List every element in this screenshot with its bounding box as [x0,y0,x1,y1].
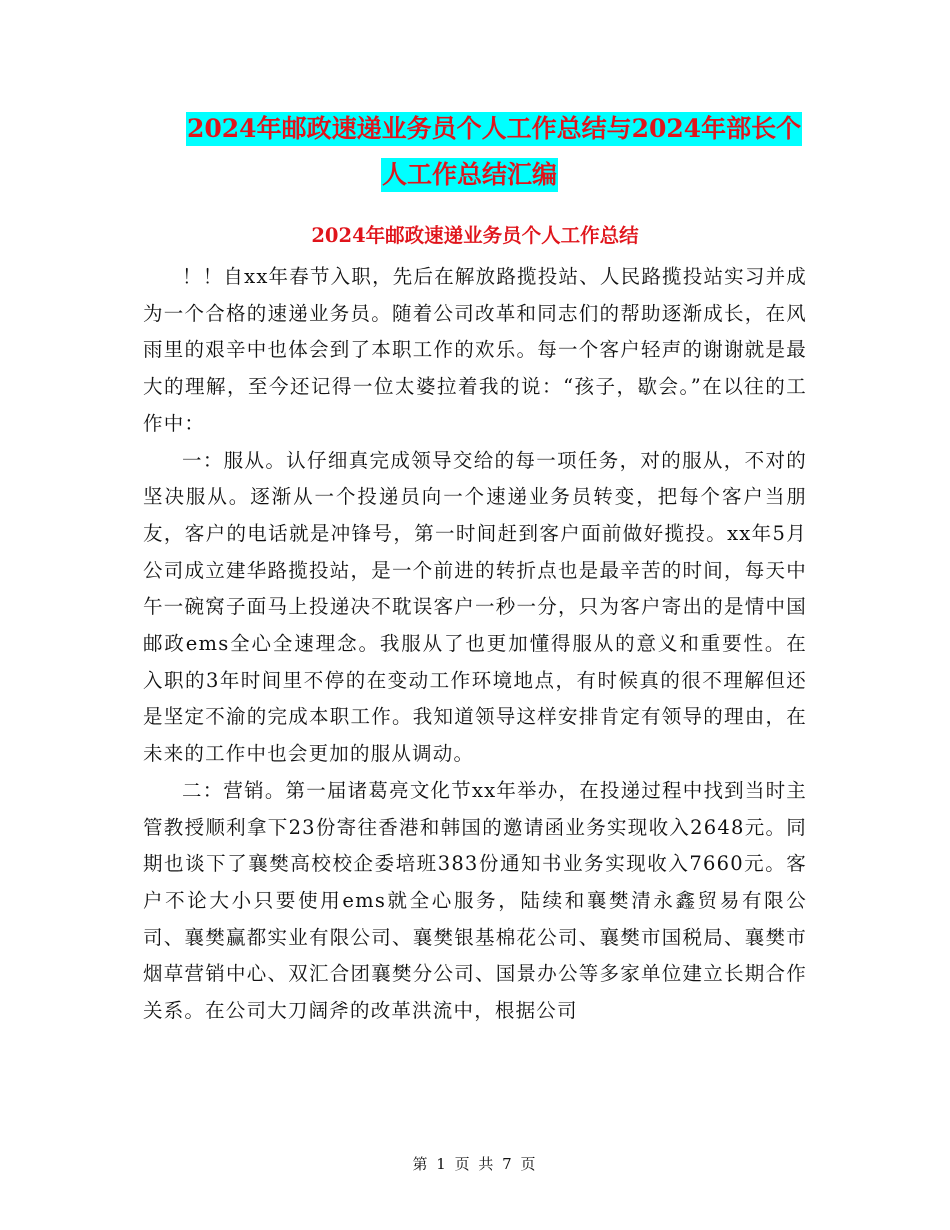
paragraph-marketing: 二：营销。第一届诸葛亮文化节xx年举办，在投递过程中找到当时主管教授顺利拿下23份寄往香港和韩国的邀请函业务实现收入2648元。同期也谈下了襄樊高校校企委培班383份通知书业务实现收入7660元。客户不论大小只要使用ems就全心服务，陆续和襄樊清永鑫贸易有限公司、襄樊赢都实业有限公司、襄樊银基棉花公司、襄樊市国税局、襄樊市烟草营销中心、双汇合团襄樊分公司、国景办公等多家单位建立长期合作关系。在公司大刀阔斧的改革洪流中，根据公司 [143,778,807,1023]
section-heading: 2024年邮政速递业务员个人工作总结 [311,224,639,247]
title-line-2: 人工作总结汇编 [381,158,558,192]
title-line-1: 2024年邮政速递业务员个人工作总结与2024年部长个 [186,112,802,146]
paragraph-obedience: 一：服从。认仔细真完成领导交给的每一项任务，对的服从，不对的坚决服从。逐渐从一个投递员向一个速递业务员转变，把每个客户当朋友，客户的电话就是冲锋号，第一时间赶到客户面前做好揽投。xx年5月公司成立建华路揽投站，是一个前进的转折点也是最辛苦的时间，每天中午一碗窝子面马上投递决不耽误客户一秒一分，只为客户寄出的是情中国邮政ems全心全速理念。我服从了也更加懂得服从的意义和重要性。在入职的3年时间里不停的在变动工作环境地点，有时候真的很不理解但还是坚定不渝的完成本职工作。我知道领导这样安排肯定有领导的理由，在未来的工作中也会更加的服从调动。 [143,448,807,766]
body-text [143,259,807,1030]
page-number-footer: 第 1 页 共 7 页 [412,1155,538,1173]
paragraph-intro: ！！自xx年春节入职，先后在解放路揽投站、人民路揽投站实习并成为一个合格的速递业务员。随着公司改革和同志们的帮助逐渐成长，在风雨里的艰辛中也体会到了本职工作的欢乐。每一个客户轻声的谢谢就是最大的理解，至今还记得一位太婆拉着我的说：“孩子，歇会。”在以往的工作中： [143,265,807,435]
